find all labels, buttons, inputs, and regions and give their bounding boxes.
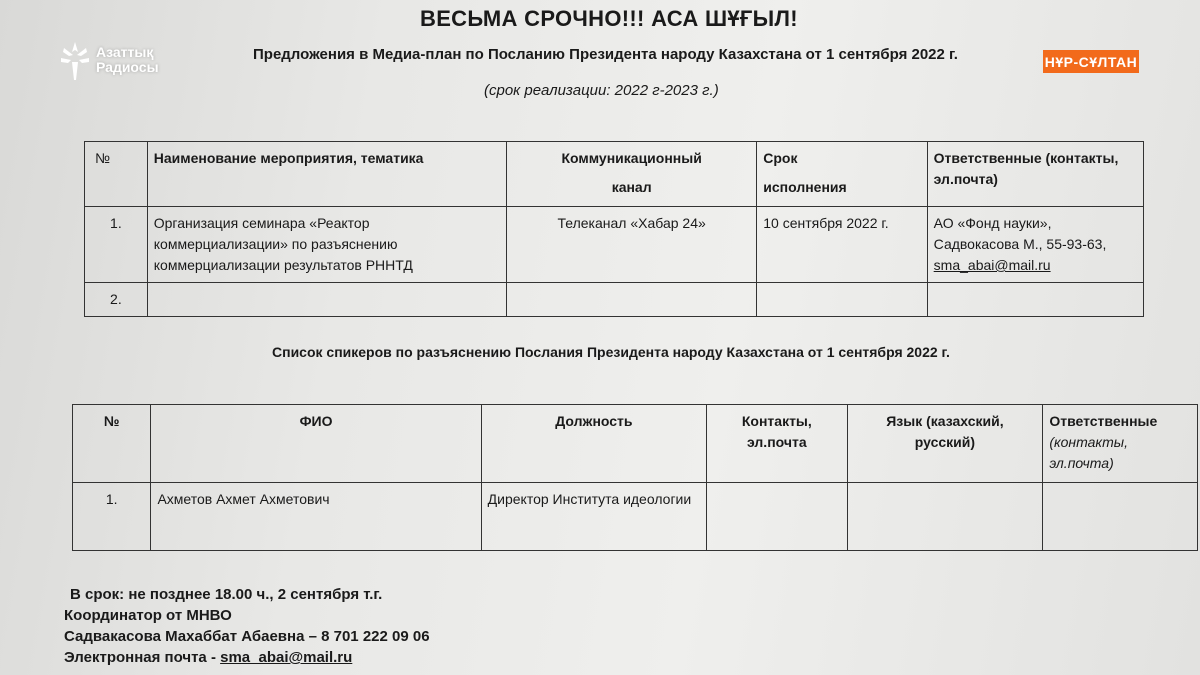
row1-term: 10 сентября 2022 г. — [763, 215, 889, 231]
footer-person: Садвакасова Махаббат Абаевна – 8 701 222 09 06 — [64, 628, 430, 645]
speaker-row1-position: Директор Института идеологии — [487, 491, 692, 507]
header-resp-line2: эл.почта) — [933, 171, 998, 187]
speakers-list-title: Список спикеров по разъяснению Послания Президента народу Казахстана от 1 сентября 2022 г. — [272, 344, 950, 360]
speakers-header-contacts-line1: Контакты, — [741, 413, 812, 429]
table-header-row — [85, 142, 1144, 207]
urgent-heading: ВЕСЬМА СРОЧНО!!! АСА ШҰҒЫЛ! — [420, 6, 798, 31]
speakers-header-position: Должность — [555, 413, 633, 429]
footer-deadline: В срок: не позднее 18.00 ч., 2 сентября т.г. — [70, 586, 383, 603]
table-row — [73, 483, 1198, 551]
logo-line-2: Радиосы — [96, 59, 159, 75]
logo-text — [96, 45, 159, 75]
speakers-table — [72, 404, 1198, 551]
logo-line-1: Азаттық — [96, 44, 154, 60]
speakers-header-resp-line2: (контакты, — [1049, 434, 1129, 450]
table-row — [85, 207, 1144, 283]
row1-channel: Телеканал «Хабар 24» — [557, 215, 706, 231]
header-event-name: Наименование мероприятия, тематика — [153, 150, 424, 166]
header-resp-line1: Ответственные (контакты, — [933, 150, 1119, 166]
footer-email-line — [64, 647, 430, 668]
media-plan-table — [84, 141, 1144, 317]
speaker-row1-no: 1. — [105, 491, 118, 507]
row1-name-line2: коммерциализации» по разъяснению — [153, 236, 398, 252]
speakers-header-fio: ФИО — [299, 413, 333, 429]
footer-email: sma_abai@mail.ru — [220, 649, 353, 666]
row1-resp-line1: АО «Фонд науки», — [933, 215, 1052, 231]
speakers-header-contacts-line2: эл.почта — [747, 434, 807, 450]
media-plan-subtitle: Предложения в Медиа-план по Посланию Президента народу Казахстана от 1 сентября 2022 г. — [253, 46, 958, 63]
header-channel-line1: Коммуникационный — [561, 150, 702, 166]
implementation-term: (срок реализации: 2022 г-2023 г.) — [484, 82, 719, 99]
footer-coordinator: Координатор от МНВО — [64, 607, 232, 624]
radio-azattyq-logo — [58, 36, 168, 84]
city-badge: НҰР-СҰЛТАН — [1043, 50, 1139, 73]
speakers-header-no: № — [103, 413, 120, 429]
speaker-row1-fio: Ахметов Ахмет Ахметович — [157, 491, 330, 507]
header-term-line1: Срок — [763, 150, 798, 166]
row1-name-line1: Организация семинара «Реактор — [153, 215, 370, 231]
row1-no: 1. — [110, 215, 122, 231]
speakers-header-lang-line1: Язык (казахский, — [886, 413, 1004, 429]
row1-resp-line2: Садвокасова М., 55-93-63, — [933, 236, 1107, 252]
speakers-header-resp-line1: Ответственные — [1049, 413, 1158, 429]
speakers-header-resp-line3: эл.почта) — [1049, 455, 1114, 471]
row1-resp-email: sma_abai@mail.ru — [933, 257, 1051, 273]
footer-email-label: Электронная почта - — [64, 649, 221, 666]
table-row — [85, 283, 1144, 317]
row1-name-line3: коммерциализации результатов РННТД — [153, 257, 413, 273]
header-channel-line2: канал — [611, 179, 652, 195]
footer-block — [64, 584, 430, 668]
header-term-line2: исполнения — [763, 179, 847, 195]
torch-logo-icon — [58, 38, 92, 82]
table-header-row — [73, 405, 1198, 483]
speakers-header-lang-line2: русский) — [914, 434, 976, 450]
header-no: № — [95, 150, 111, 166]
row2-no: 2. — [110, 291, 122, 307]
